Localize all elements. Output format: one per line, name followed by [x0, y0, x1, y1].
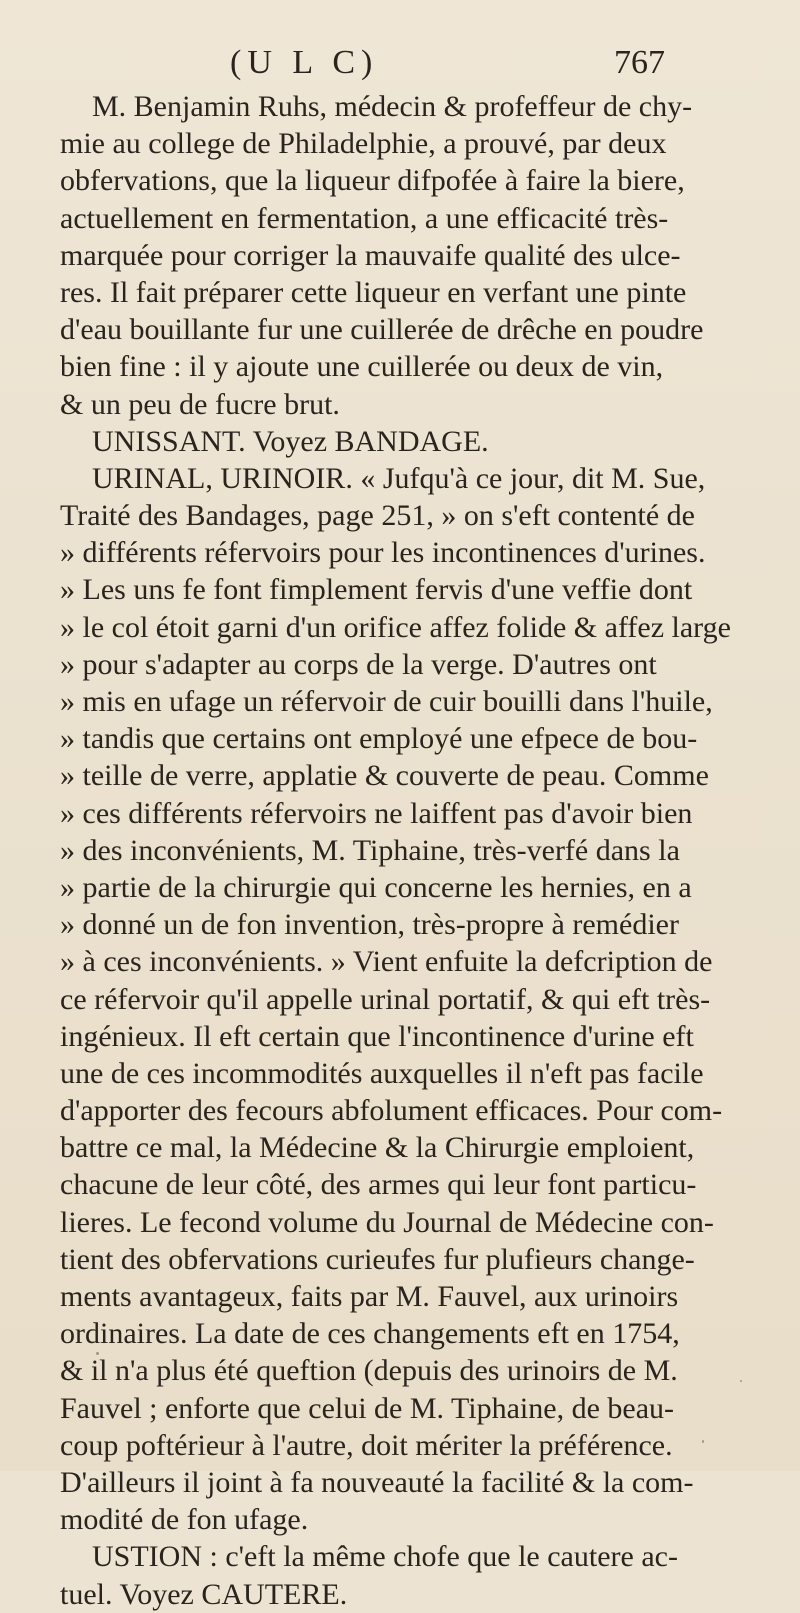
text-line: marquée pour corriger la mauvaife qualité des ulce- [60, 238, 681, 272]
text-line: M. Benjamin Ruhs, médecin & profeffeur de chy- [92, 90, 693, 123]
text-line: » teille de verre, applatie & couverte de peau. Comme [60, 759, 709, 793]
running-header [0, 44, 800, 84]
text-line: modité de fon ufage. [60, 1503, 309, 1537]
text-line: battre ce mal, la Médecine & la Chirurgie emploient, [60, 1131, 695, 1165]
text-line: bien fine : il y ajoute une cuillerée ou deux de vin, [60, 350, 664, 384]
ink-speck [740, 1380, 742, 1382]
text-line: res. Il fait préparer cette liqueur en verfant une pinte [60, 275, 687, 309]
text-line: ingénieux. Il eft certain que l'incontinence d'urine eft [60, 1019, 694, 1053]
text-line: USTION : c'eft la même chofe que le cautere ac- [92, 1540, 678, 1574]
running-title: (U L C) [230, 44, 379, 81]
text-line: » différents réfervoirs pour les incontinences d'urines. [60, 536, 706, 570]
text-line: chacune de leur côté, des armes qui leur font particu- [60, 1168, 697, 1202]
text-line: » le col étoit garni d'un orifice affez folide & affez large [60, 610, 731, 644]
text-line: tient des obfervations curieufes fur plufieurs change- [60, 1242, 695, 1276]
text-line: Traité des Bandages, page 251, » on s'eft contenté de [60, 499, 695, 533]
text-line: actuellement en fermentation, a une efficacité très- [60, 201, 669, 235]
text-line: une de ces incommodités auxquelles il n'eft pas facile [60, 1056, 704, 1090]
ink-speck [702, 1440, 704, 1443]
text-line: » partie de la chirurgie qui concerne les hernies, en a [60, 870, 692, 904]
text-line: & un peu de fucre brut. [60, 387, 340, 421]
text-line: obfervations, que la liqueur difpofée à faire la biere, [60, 164, 685, 198]
text-line: URINAL, URINOIR. « Jufqu'à ce jour, dit M. Sue, [92, 461, 706, 495]
text-line: ce réfervoir qu'il appelle urinal portatif, & qui eft très- [60, 982, 711, 1016]
text-line: ments avantageux, faits par M. Fauvel, aux urinoirs [60, 1280, 679, 1313]
text-line: » pour s'adapter au corps de la verge. D'autres ont [60, 647, 657, 681]
body-text [60, 88, 780, 1613]
ink-speck [96, 1352, 99, 1355]
text-line: » donné un de fon invention, très-propre à remédier [60, 908, 679, 942]
text-line: coup poftérieur à l'autre, doit mériter la préférence. [60, 1428, 673, 1462]
text-line: » à ces inconvénients. » Vient enfuite la defcription de [60, 945, 713, 979]
text-line: d'apporter des fecours abfolument efficaces. Pour com- [60, 1094, 723, 1128]
text-line: » tandis que certains ont employé une efpece de bou- [60, 722, 698, 756]
text-line: d'eau bouillante fur une cuillerée de drêche en poudre [60, 313, 704, 347]
text-line: tuel. Voyez CAUTERE. [60, 1577, 348, 1611]
text-line: » des inconvénients, M. Tiphaine, très-verfé dans la [60, 833, 680, 867]
text-line: ordinaires. La date de ces changements eft en 1754, [60, 1317, 680, 1351]
text-line: D'ailleurs il joint à fa nouveauté la facilité & la com- [60, 1465, 694, 1499]
text-line: & il n'a plus été queftion (depuis des urinoirs de M. [60, 1354, 678, 1388]
text-line: UNISSANT. Voyez BANDAGE. [92, 424, 489, 458]
text-line: Fauvel ; enforte que celui de M. Tiphaine, de beau- [60, 1391, 675, 1425]
text-line: » ces différents réfervoirs ne laiffent pas d'avoir bien [60, 796, 693, 830]
text-line: » mis en ufage un réfervoir de cuir bouilli dans l'huile, [60, 685, 713, 718]
text-line: » Les uns fe font fimplement fervis d'une veffie dont [60, 573, 693, 607]
page-number: 767 [614, 44, 665, 81]
text-line: mie au college de Philadelphie, a prouvé, par deux [60, 127, 667, 161]
text-line: lieres. Le fecond volume du Journal de Médecine con- [60, 1205, 714, 1239]
